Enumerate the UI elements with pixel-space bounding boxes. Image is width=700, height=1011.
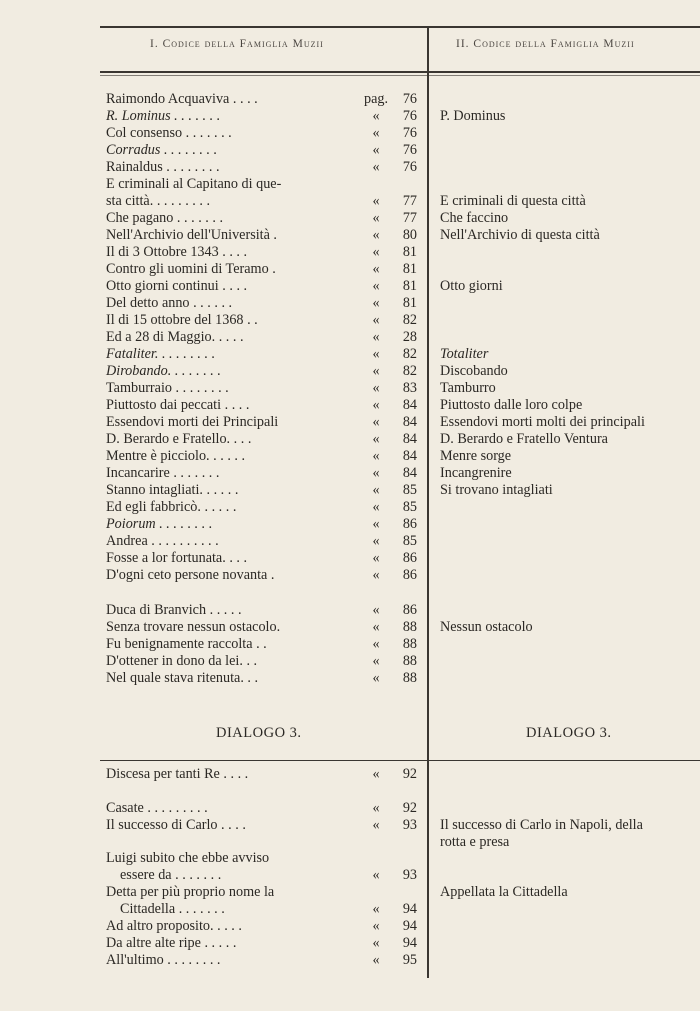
table-row (0, 482, 700, 499)
left-entry-text: Stanno intagliati. . . . . . (106, 482, 239, 498)
left-entry-text: Da altre alte ripe . . . . . (106, 935, 237, 951)
table-row (0, 499, 700, 516)
left-entry-page: 81 (402, 278, 417, 294)
left-entry-text: D. Berardo e Fratello. . . . (106, 431, 252, 447)
table-row (0, 227, 700, 244)
left-entry-mark: « (372, 193, 380, 209)
left-entry-page: 77 (402, 210, 417, 226)
left-entry-page: 76 (402, 125, 417, 141)
right-entry-text: Otto giorni (440, 278, 503, 294)
left-entry-page: 93 (402, 817, 417, 833)
table-row (0, 800, 700, 817)
table-row (0, 397, 700, 414)
left-entry-text: Poiorum . . . . . . . . (106, 516, 213, 532)
left-entry-mark: « (372, 295, 380, 311)
left-entry-page: 86 (402, 602, 417, 618)
left-entry-text: R. Lominus . . . . . . . (106, 108, 221, 124)
left-entry-text: Otto giorni continui . . . . (106, 278, 248, 294)
left-entry-text: Fosse a lor fortunata. . . . (106, 550, 248, 566)
left-entry-text: Il di 3 Ottobre 1343 . . . . (106, 244, 248, 260)
table-row (0, 952, 700, 969)
left-entry-text: Ad altro proposito. . . . . (106, 918, 242, 934)
left-entry-page: 84 (402, 448, 417, 464)
left-entry-text: Senza trovare nessun ostacolo. (106, 619, 281, 635)
table-row (0, 653, 700, 670)
left-entry-page: 84 (402, 431, 417, 447)
dialogo-heading-left: DIALOGO 3. (216, 725, 302, 741)
left-entry-text: Col consenso . . . . . . . (106, 125, 232, 141)
right-entry-text: Menre sorge (440, 448, 512, 464)
left-entry-page: 81 (402, 295, 417, 311)
left-entry-text: D'ottener in dono da lei. . . (106, 653, 258, 669)
left-column-header: I. Codice della Famiglia Muzii (150, 38, 324, 50)
left-entry-text: Il successo di Carlo . . . . (106, 817, 246, 833)
left-entry-mark: « (372, 227, 380, 243)
left-entry-mark: « (372, 533, 380, 549)
left-entry-text: essere da . . . . . . . (120, 867, 222, 883)
table-row (0, 766, 700, 783)
left-entry-text: Che pagano . . . . . . . (106, 210, 224, 226)
left-entry-mark: « (372, 329, 380, 345)
left-entry-text: Mentre è picciolo. . . . . . (106, 448, 246, 464)
left-entry-text: Dirobando. . . . . . . . (106, 363, 221, 379)
left-entry-text: Cittadella . . . . . . . (120, 901, 225, 917)
left-entry-page: 92 (402, 800, 417, 816)
left-entry-page: 86 (402, 567, 417, 583)
table-row (0, 567, 700, 584)
left-entry-mark: « (372, 159, 380, 175)
left-entry-page: 77 (402, 193, 417, 209)
table-row (0, 142, 700, 159)
table-row (0, 210, 700, 227)
left-entry-page: 85 (402, 533, 417, 549)
left-entry-mark: « (372, 363, 380, 379)
table-row (0, 516, 700, 533)
left-entry-page: 28 (402, 329, 417, 345)
left-entry-mark: « (372, 918, 380, 934)
table-row (0, 636, 700, 653)
left-entry-mark: « (372, 817, 380, 833)
table-row (0, 193, 700, 210)
table-row (0, 380, 700, 397)
left-entry-mark: « (372, 952, 380, 968)
left-entry-page: 85 (402, 482, 417, 498)
left-entry-text: Detta per più proprio nome la (106, 884, 275, 900)
right-entry-text: rotta e presa (440, 834, 510, 850)
right-entry-text: Piuttosto dalle loro colpe (440, 397, 583, 413)
left-entry-page: 81 (402, 244, 417, 260)
table-row (0, 295, 700, 312)
left-entry-page: 93 (402, 867, 417, 883)
right-entry-text: E criminali di questa città (440, 193, 586, 209)
left-entry-text: Incancarire . . . . . . . (106, 465, 220, 481)
left-entry-text: Ed egli fabbricò. . . . . . (106, 499, 237, 515)
left-entry-text: Fu benignamente raccolta . . (106, 636, 267, 652)
left-entry-text: Essendovi morti dei Principali (106, 414, 279, 430)
left-entry-text: Piuttosto dai peccati . . . . (106, 397, 250, 413)
left-entry-mark: « (372, 653, 380, 669)
right-entry-text: Il successo di Carlo in Napoli, della (440, 817, 643, 833)
left-entry-page: 84 (402, 465, 417, 481)
left-entry-page: 82 (402, 312, 417, 328)
left-entry-text: Andrea . . . . . . . . . . (106, 533, 219, 549)
left-entry-mark: « (372, 800, 380, 816)
left-entry-text: Corradus . . . . . . . . (106, 142, 218, 158)
left-entry-mark: « (372, 312, 380, 328)
left-entry-text: Il di 15 ottobre del 1368 . . (106, 312, 258, 328)
table-row (0, 91, 700, 108)
left-entry-text: Nel quale stava ritenuta. . . (106, 670, 259, 686)
right-entry-text: Tamburro (440, 380, 496, 396)
left-entry-mark: « (372, 397, 380, 413)
right-entry-text: P. Dominus (440, 108, 506, 124)
table-row (0, 329, 700, 346)
header-rule (100, 71, 700, 73)
left-entry-text: Luigi subito che ebbe avviso (106, 850, 270, 866)
left-entry-mark: « (372, 448, 380, 464)
right-entry-text: Appellata la Cittadella (440, 884, 568, 900)
table-row (0, 602, 700, 619)
left-entry-mark: « (372, 550, 380, 566)
left-entry-text: sta città. . . . . . . . . (106, 193, 211, 209)
left-entry-mark: « (372, 567, 380, 583)
right-column-header: II. Codice della Famiglia Muzii (456, 38, 635, 50)
left-entry-page: 84 (402, 397, 417, 413)
left-entry-text: Duca di Branvich . . . . . (106, 602, 242, 618)
left-entry-page: 76 (402, 159, 417, 175)
table-row (0, 346, 700, 363)
left-entry-page: 82 (402, 363, 417, 379)
table-row (0, 884, 700, 901)
left-entry-mark: « (372, 935, 380, 951)
dialogo-heading-right: DIALOGO 3. (526, 725, 612, 741)
left-entry-mark: « (372, 244, 380, 260)
table-row (0, 448, 700, 465)
table-row (0, 918, 700, 935)
left-entry-page: 85 (402, 499, 417, 515)
table-row (0, 159, 700, 176)
table-row (0, 176, 700, 193)
left-entry-page: 88 (402, 636, 417, 652)
left-entry-text: Tamburraio . . . . . . . . (106, 380, 229, 396)
table-row (0, 867, 700, 884)
right-entry-text: Essendovi morti molti dei principali (440, 414, 645, 430)
top-rule (100, 26, 700, 28)
table-row (0, 431, 700, 448)
left-entry-text: Casate . . . . . . . . . (106, 800, 208, 816)
right-entry-text: Che faccino (440, 210, 509, 226)
table-row (0, 278, 700, 295)
left-entry-mark: « (372, 261, 380, 277)
left-entry-mark: « (372, 108, 380, 124)
table-row (0, 261, 700, 278)
left-entry-mark: « (372, 499, 380, 515)
table-row (0, 125, 700, 142)
left-entry-mark: « (372, 210, 380, 226)
right-entry-text: Totaliter (440, 346, 489, 362)
left-entry-page: 80 (402, 227, 417, 243)
dialogo-rule-right (429, 760, 700, 761)
left-entry-page: 94 (402, 901, 417, 917)
left-entry-page: 84 (402, 414, 417, 430)
right-entry-text: D. Berardo e Fratello Ventura (440, 431, 608, 447)
left-entry-page: 76 (402, 142, 417, 158)
left-entry-mark: « (372, 636, 380, 652)
table-row (0, 465, 700, 482)
left-entry-mark: « (372, 346, 380, 362)
left-entry-mark: « (372, 431, 380, 447)
left-entry-mark: « (372, 380, 380, 396)
left-entry-mark: « (372, 670, 380, 686)
left-entry-mark: « (372, 414, 380, 430)
left-entry-mark: « (372, 465, 380, 481)
right-entry-text: Nessun ostacolo (440, 619, 533, 635)
left-entry-page: 92 (402, 766, 417, 782)
table-row (0, 108, 700, 125)
left-entry-page: 88 (402, 619, 417, 635)
left-entry-page: 86 (402, 550, 417, 566)
table-row (0, 834, 700, 851)
table-row (0, 935, 700, 952)
left-entry-page: 76 (402, 108, 417, 124)
table-row (0, 533, 700, 550)
left-entry-text: Fataliter. . . . . . . . . (106, 346, 216, 362)
left-entry-text: Raimondo Acquaviva . . . . (106, 91, 258, 107)
left-entry-text: Discesa per tanti Re . . . . (106, 766, 249, 782)
table-row (0, 619, 700, 636)
table-row (0, 550, 700, 567)
left-entry-page: 81 (402, 261, 417, 277)
left-entry-page: 88 (402, 670, 417, 686)
left-entry-page: 88 (402, 653, 417, 669)
left-entry-page: 83 (402, 380, 417, 396)
left-entry-text: Rainaldus . . . . . . . . (106, 159, 220, 175)
left-entry-text: Contro gli uomini di Teramo . (106, 261, 276, 277)
right-entry-text: Si trovano intagliati (440, 482, 553, 498)
left-entry-text: D'ogni ceto persone novanta . (106, 567, 275, 583)
right-entry-text: Discobando (440, 363, 508, 379)
left-entry-text: E criminali al Capitano di que- (106, 176, 282, 192)
left-entry-text: Ed a 28 di Maggio. . . . . (106, 329, 244, 345)
left-entry-page: 82 (402, 346, 417, 362)
table-row (0, 817, 700, 834)
table-row (0, 244, 700, 261)
left-entry-mark: « (372, 867, 380, 883)
left-entry-mark: « (372, 125, 380, 141)
left-entry-page: 94 (402, 935, 417, 951)
left-entry-text: All'ultimo . . . . . . . . (106, 952, 221, 968)
left-entry-mark: pag. (363, 91, 389, 107)
table-row (0, 901, 700, 918)
left-entry-mark: « (372, 766, 380, 782)
table-row (0, 414, 700, 431)
left-entry-mark: « (372, 142, 380, 158)
left-entry-mark: « (372, 619, 380, 635)
left-entry-page: 76 (402, 91, 417, 107)
left-entry-text: Del detto anno . . . . . . (106, 295, 233, 311)
left-entry-page: 86 (402, 516, 417, 532)
table-row (0, 312, 700, 329)
left-entry-mark: « (372, 516, 380, 532)
table-row (0, 850, 700, 867)
right-entry-text: Nell'Archivio di questa città (440, 227, 600, 243)
table-row (0, 363, 700, 380)
left-entry-mark: « (372, 482, 380, 498)
left-entry-page: 95 (402, 952, 417, 968)
table-row (0, 670, 700, 687)
left-entry-mark: « (372, 602, 380, 618)
header-rule-thin (100, 75, 700, 76)
left-entry-page: 94 (402, 918, 417, 934)
dialogo-rule-left (100, 760, 427, 761)
left-entry-text: Nell'Archivio dell'Università . (106, 227, 277, 243)
left-entry-mark: « (372, 901, 380, 917)
left-entry-mark: « (372, 278, 380, 294)
right-entry-text: Incangrenire (440, 465, 512, 481)
